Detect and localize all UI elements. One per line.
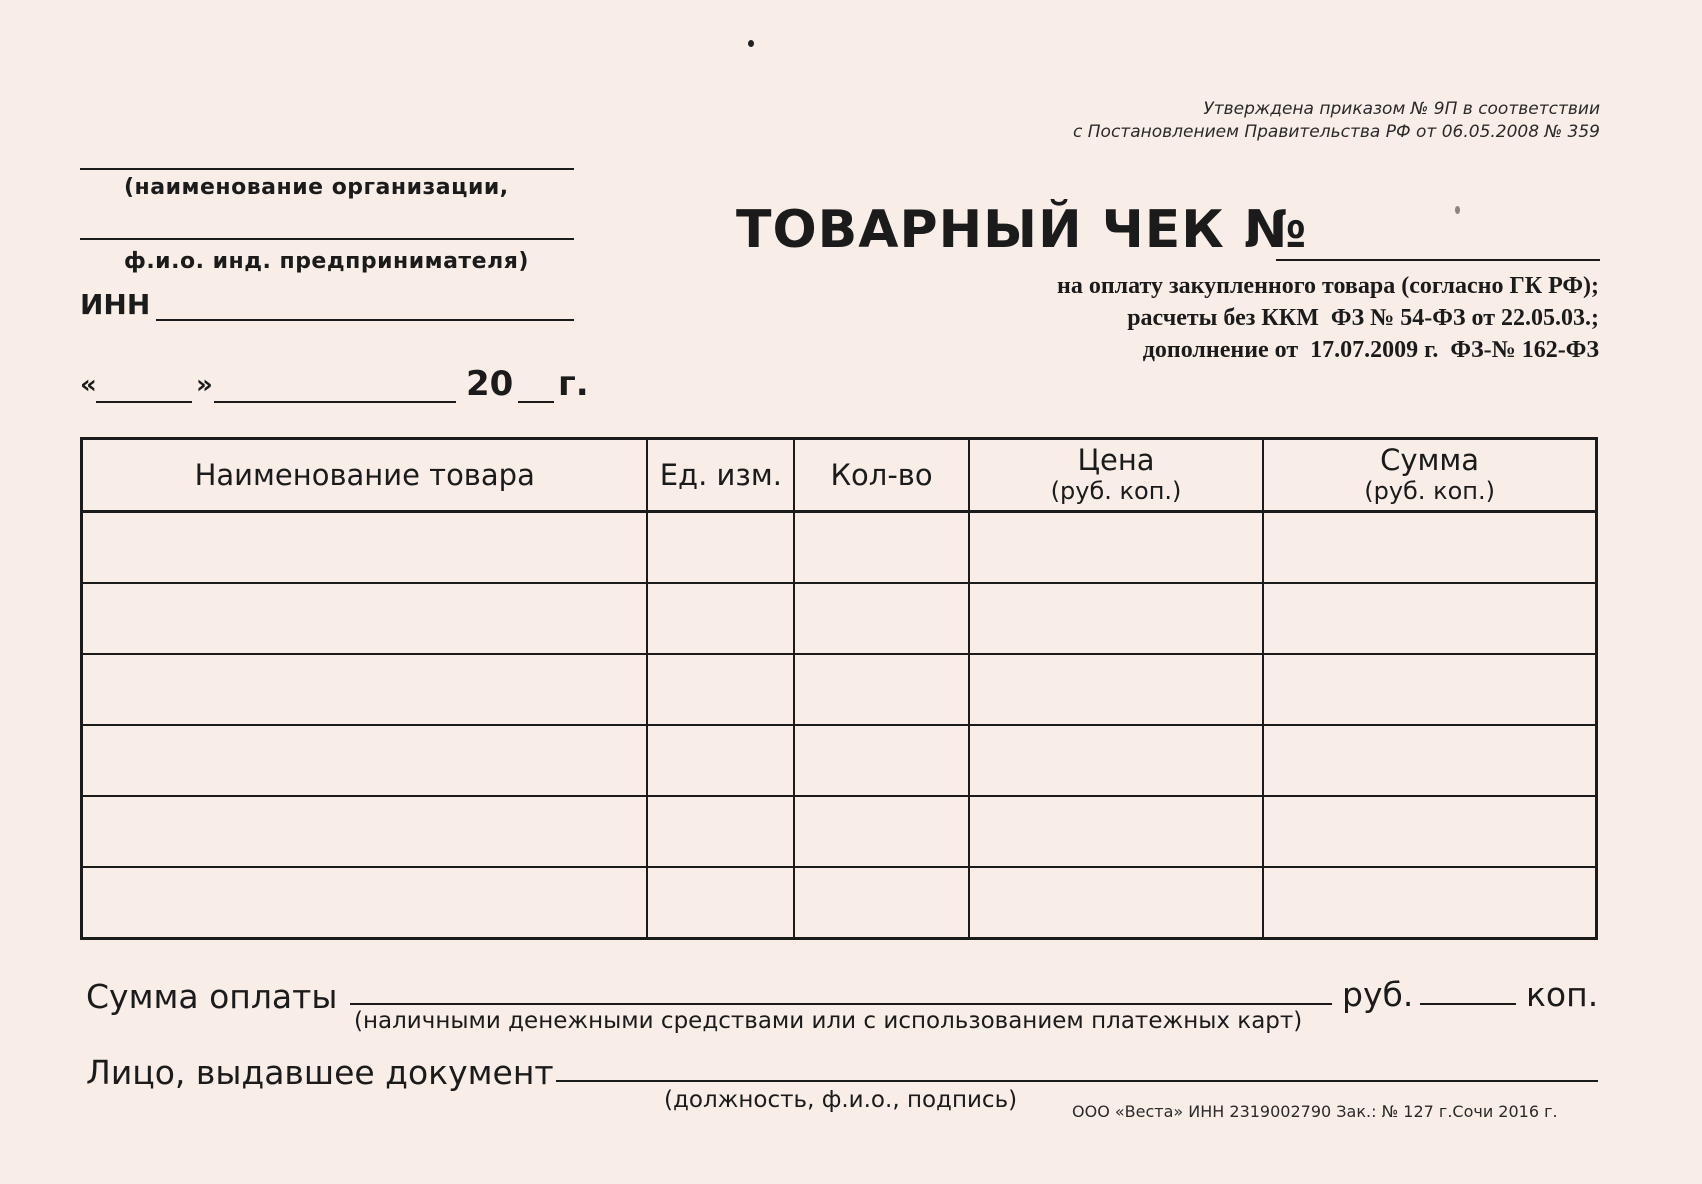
price-cell[interactable] (969, 867, 1263, 939)
unit-cell[interactable] (647, 583, 794, 654)
paper-speck (1455, 206, 1460, 214)
issuer-caption: (должность, ф.и.о., подпись) (664, 1087, 1018, 1113)
header-quantity: Кол-во (794, 439, 969, 512)
entrepreneur-caption: ф.и.о. инд. предпринимателя) (124, 249, 529, 274)
header-price-label: Цена (1077, 443, 1155, 477)
item-name-cell[interactable] (82, 867, 648, 939)
table-body (82, 512, 1597, 939)
inn-label: ИНН (80, 288, 151, 321)
entrepreneur-name-line[interactable] (80, 238, 574, 240)
goods-table (80, 437, 1598, 940)
header-item-name: Наименование товара (82, 439, 648, 512)
quantity-cell[interactable] (794, 867, 969, 939)
issuer-label: Лицо, выдавшее документ (86, 1053, 554, 1092)
payment-caption: (наличными денежными средствами или с использованием платежных карт) (354, 1008, 1303, 1034)
item-name-cell[interactable] (82, 796, 648, 867)
table-row (82, 654, 1597, 725)
unit-cell[interactable] (647, 796, 794, 867)
sum-cell[interactable] (1263, 654, 1596, 725)
item-name-cell[interactable] (82, 512, 648, 584)
document-title: ТОВАРНЫЙ ЧЕК № (736, 200, 1308, 260)
sum-cell[interactable] (1263, 512, 1596, 584)
table-row (82, 796, 1597, 867)
quantity-cell[interactable] (794, 796, 969, 867)
quantity-cell[interactable] (794, 583, 969, 654)
unit-cell[interactable] (647, 654, 794, 725)
rub-label: руб. (1342, 975, 1414, 1014)
approval-note (1073, 98, 1600, 144)
item-name-cell[interactable] (82, 583, 648, 654)
date-year-line[interactable] (518, 401, 554, 403)
printer-imprint: ООО «Веста» ИНН 2319002790 Зак.: № 127 г.Сочи 2016 г. (1072, 1102, 1558, 1121)
receipt-number-line[interactable] (1276, 259, 1600, 261)
sum-cell[interactable] (1263, 867, 1596, 939)
header-price-units: (руб. коп.) (1050, 477, 1182, 505)
approval-line-2: с Постановлением Правительства РФ от 06.05.2008 № 359 (1073, 122, 1600, 142)
kop-line[interactable] (1420, 1003, 1516, 1005)
table-row (82, 583, 1597, 654)
sum-cell[interactable] (1263, 583, 1596, 654)
unit-cell[interactable] (647, 512, 794, 584)
sum-cell[interactable] (1263, 725, 1596, 796)
price-cell[interactable] (969, 583, 1263, 654)
table-row (82, 512, 1597, 584)
header-price (969, 439, 1263, 512)
date-year-suffix: г. (558, 364, 589, 404)
unit-cell[interactable] (647, 867, 794, 939)
table-row (82, 867, 1597, 939)
header-sum (1263, 439, 1596, 512)
payment-sum-line[interactable] (350, 1003, 1332, 1005)
quantity-cell[interactable] (794, 725, 969, 796)
price-cell[interactable] (969, 796, 1263, 867)
legal-line-2: расчеты без ККМ ФЗ № 54-ФЗ от 22.05.03.; (1127, 305, 1599, 331)
price-cell[interactable] (969, 725, 1263, 796)
table-row (82, 725, 1597, 796)
payment-sum-label: Сумма оплаты (86, 977, 338, 1016)
organization-caption: (наименование организации, (124, 175, 509, 200)
date-close-quote: » (196, 370, 213, 400)
legal-line-1: на оплату закупленного товара (согласно ГК РФ); (1057, 273, 1599, 299)
item-name-cell[interactable] (82, 725, 648, 796)
inn-line[interactable] (156, 319, 574, 321)
quantity-cell[interactable] (794, 654, 969, 725)
kop-label: коп. (1526, 975, 1599, 1014)
organization-name-line[interactable] (80, 168, 574, 170)
unit-cell[interactable] (647, 725, 794, 796)
ink-dot (748, 40, 754, 47)
item-name-cell[interactable] (82, 654, 648, 725)
header-sum-units: (руб. коп.) (1364, 477, 1495, 505)
date-year-prefix: 20 (466, 364, 514, 404)
date-month-line[interactable] (214, 401, 456, 403)
approval-line-1: Утверждена приказом № 9П в соответствии (1203, 99, 1600, 119)
date-open-quote: « (80, 370, 97, 400)
header-sum-label: Сумма (1380, 443, 1480, 477)
price-cell[interactable] (969, 512, 1263, 584)
quantity-cell[interactable] (794, 512, 969, 584)
sum-cell[interactable] (1263, 796, 1596, 867)
legal-line-3: дополнение от 17.07.2009 г. ФЗ-№ 162-ФЗ (1142, 337, 1599, 363)
price-cell[interactable] (969, 654, 1263, 725)
table-header-row (82, 439, 1597, 512)
issuer-signature-line[interactable] (556, 1080, 1598, 1082)
date-day-line[interactable] (96, 401, 192, 403)
header-unit: Ед. изм. (647, 439, 794, 512)
legal-notes (1057, 270, 1599, 366)
